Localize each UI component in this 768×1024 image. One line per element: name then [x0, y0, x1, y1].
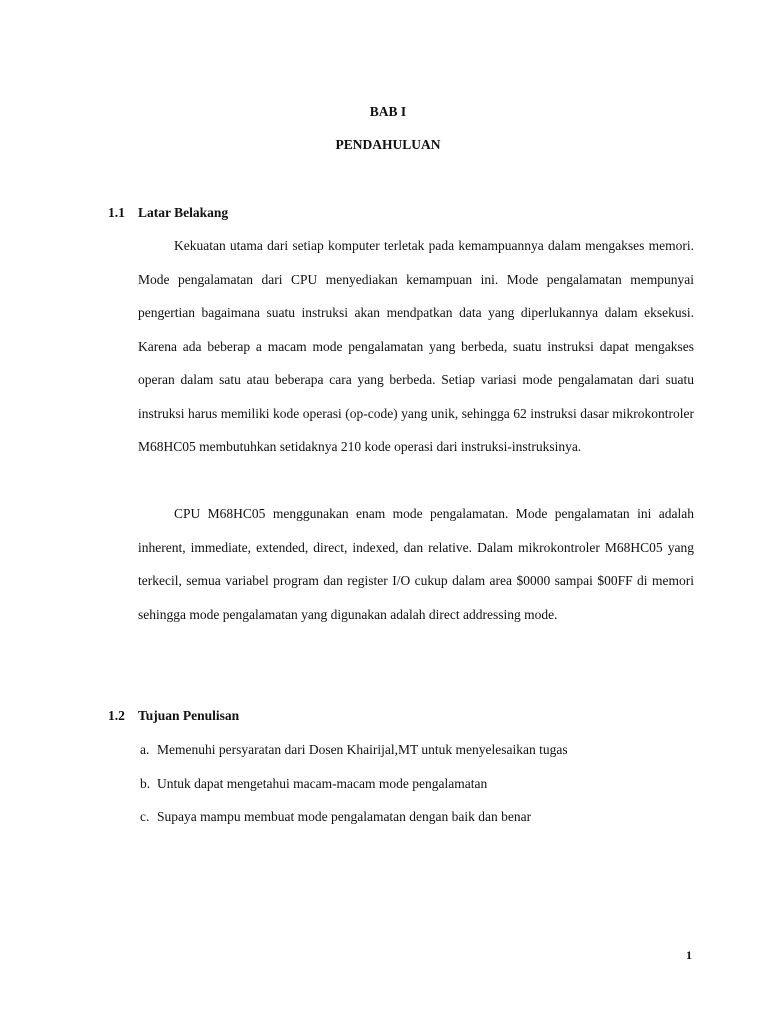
section-title: Latar Belakang — [138, 205, 229, 220]
list-marker: a. — [140, 742, 150, 757]
paragraph-latar-belakang-1: Kekuatan utama dari setiap komputer terletak pada kemampuannya dalam mengakses memori. Mode pengalamatan dari CPU menyediakan kemampuan ini. Mode pengalamatan mempunyai pengertian bagaimana suatu instruksi akan mendpatkan data yang diperlukannya dalam eksekusi. Karena ada beberap a macam mode pengalamatan yang berbeda, suatu instruksi dapat mengakses operan dalam satu atau beberapa cara yang berbeda. Setiap variasi mode pengalamatan dari suatu instruksi harus memiliki kode operasi (op-code) yang unik, sehingga 62 instruksi dasar mikrokontroler M68HC05 membutuhkan setidaknya 210 kode operasi dari instruksi-instruksinya. — [138, 238, 694, 454]
paragraph-latar-belakang-2: CPU M68HC05 menggunakan enam mode pengalamatan. Mode pengalamatan ini adalah inherent, immediate, extended, direct, indexed, dan relative. Dalam mikrokontroler M68HC05 yang terkecil, semua variabel program dan register I/O cukup dalam area $0000 sampai $00FF di memori sehingga mode pengalamatan yang digunakan adalah direct addressing mode. — [138, 506, 694, 622]
list-marker: c. — [140, 809, 150, 824]
section-heading-latar-belakang — [108, 205, 228, 221]
section-heading-tujuan-penulisan — [108, 708, 239, 724]
section-number: 1.2 — [108, 708, 125, 723]
list-item-text: Untuk dapat mengetahui macam-macam mode pengalamatan — [157, 775, 488, 791]
list-item — [140, 740, 568, 774]
list-item-text: Memenuhi persyaratan dari Dosen Khairijal,MT untuk menyelesaikan tugas — [157, 742, 568, 757]
list-item — [140, 774, 568, 808]
list-item-text: Supaya mampu membuat mode pengalamatan dengan baik dan benar — [157, 809, 532, 824]
section-number: 1.1 — [108, 205, 125, 220]
list-marker: b. — [140, 775, 151, 791]
section-title: Tujuan Penulisan — [138, 708, 240, 723]
page-number: 1 — [686, 948, 692, 962]
objectives-list — [140, 740, 568, 841]
chapter-title: PENDAHULUAN — [335, 137, 441, 152]
chapter-label: BAB I — [369, 104, 407, 119]
list-item — [140, 807, 568, 841]
